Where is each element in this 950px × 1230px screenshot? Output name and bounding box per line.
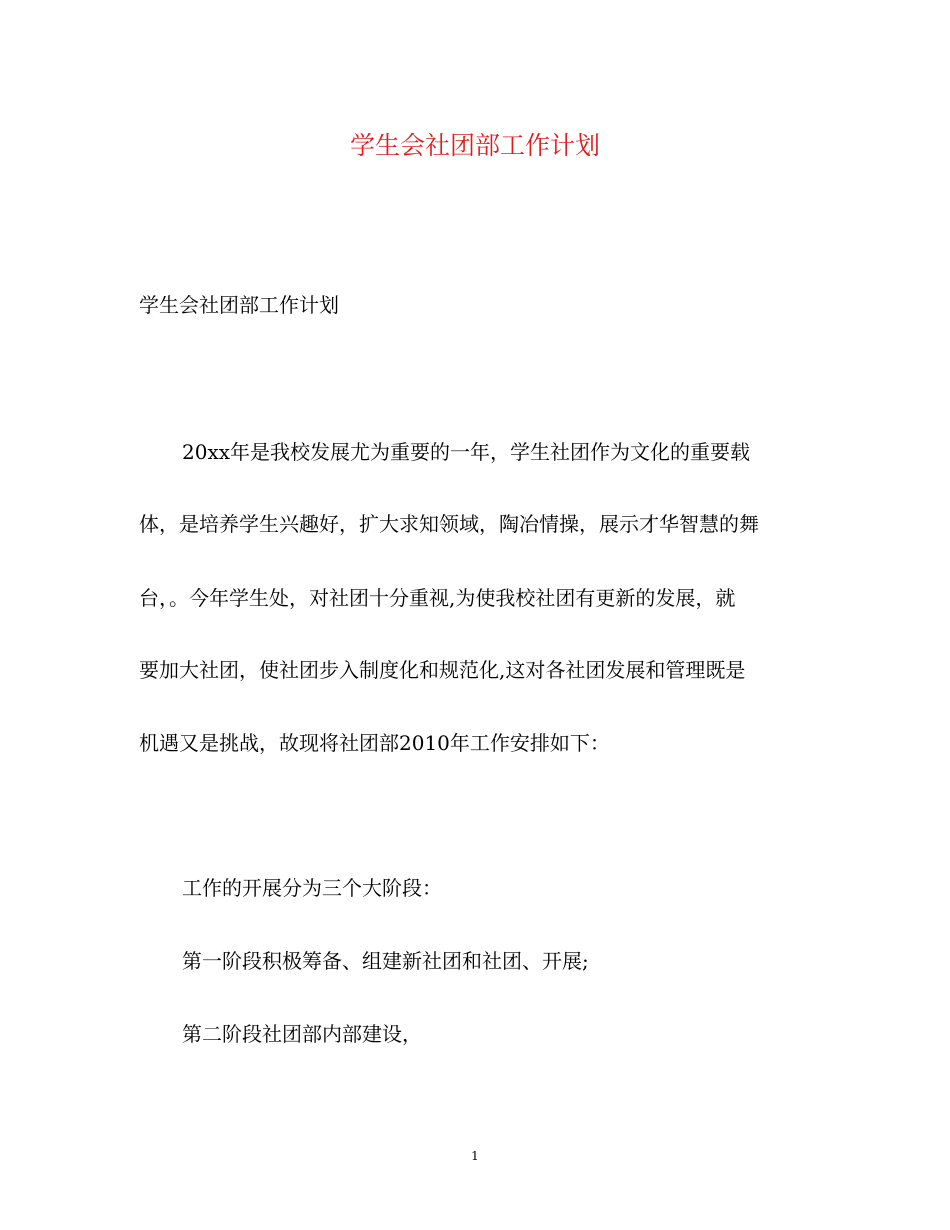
paragraph-line: 要加大社团，使社团步入制度化和规范化,这对各社团发展和管理既是: [139, 658, 746, 682]
page-number: 1: [471, 1149, 479, 1163]
paragraph-line: 机遇又是挑战，故现将社团部2010年工作安排如下：: [139, 731, 610, 755]
stage-item: 第一阶段积极筹备、组建新社团和社团、开展;: [182, 949, 589, 973]
paragraph-line: 20xx年是我校发展尤为重要的一年，学生社团作为文化的重要载: [182, 440, 751, 464]
stage-item: 第二阶段社团部内部建设，: [182, 1022, 422, 1046]
document-title: 学生会社团部工作计划: [349, 131, 600, 160]
document-subtitle: 学生会社团部工作计划: [139, 293, 339, 317]
paragraph-line: 体，是培养学生兴趣好，扩大求知领域，陶冶情操，展示才华智慧的舞: [139, 512, 759, 536]
stages-heading: 工作的开展分为三个大阶段：: [182, 876, 442, 900]
paragraph-line: 台，。今年学生处，对社团十分重视,为使我校社团有更新的发展，就: [139, 586, 736, 610]
